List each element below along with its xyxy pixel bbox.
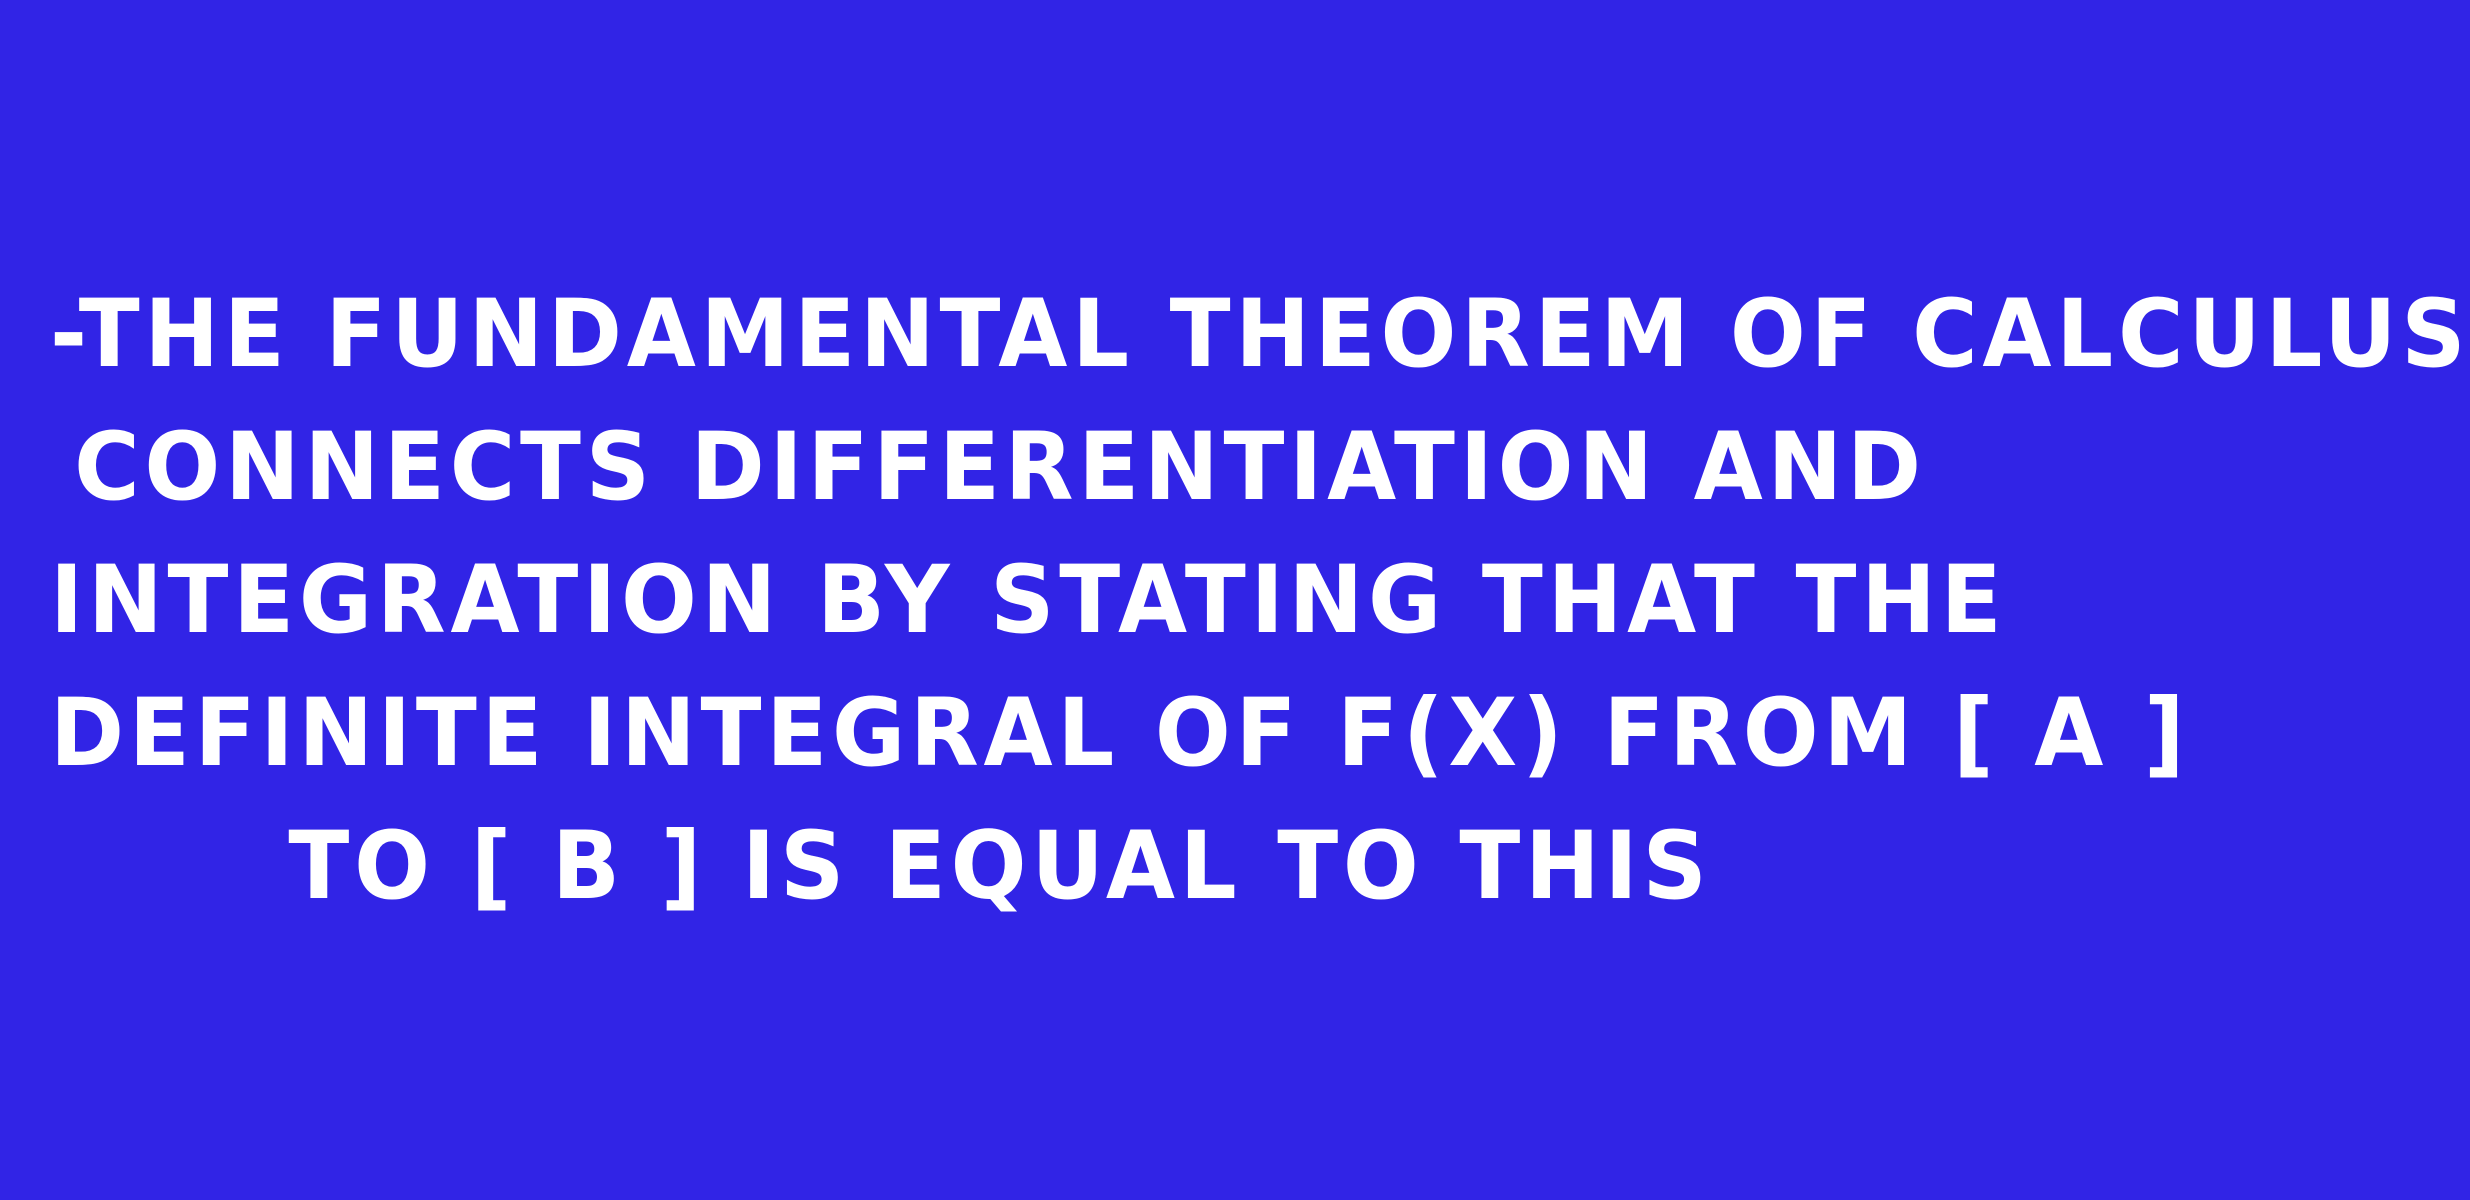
statement-line-2: CONNECTS DIFFERENTIATION AND — [74, 413, 1926, 522]
statement-line-3: INTEGRATION BY STATING THAT THE — [50, 546, 2007, 655]
statement-line-1: -THE FUNDAMENTAL THEOREM OF CALCULUS — [50, 280, 2470, 389]
statement-line-5: TO [ B ] IS EQUAL TO THIS — [288, 812, 1712, 921]
statement-text — [0, 268, 2470, 933]
statement-line-4: DEFINITE INTEGRAL OF F(X) FROM [ A ] — [50, 679, 2190, 788]
